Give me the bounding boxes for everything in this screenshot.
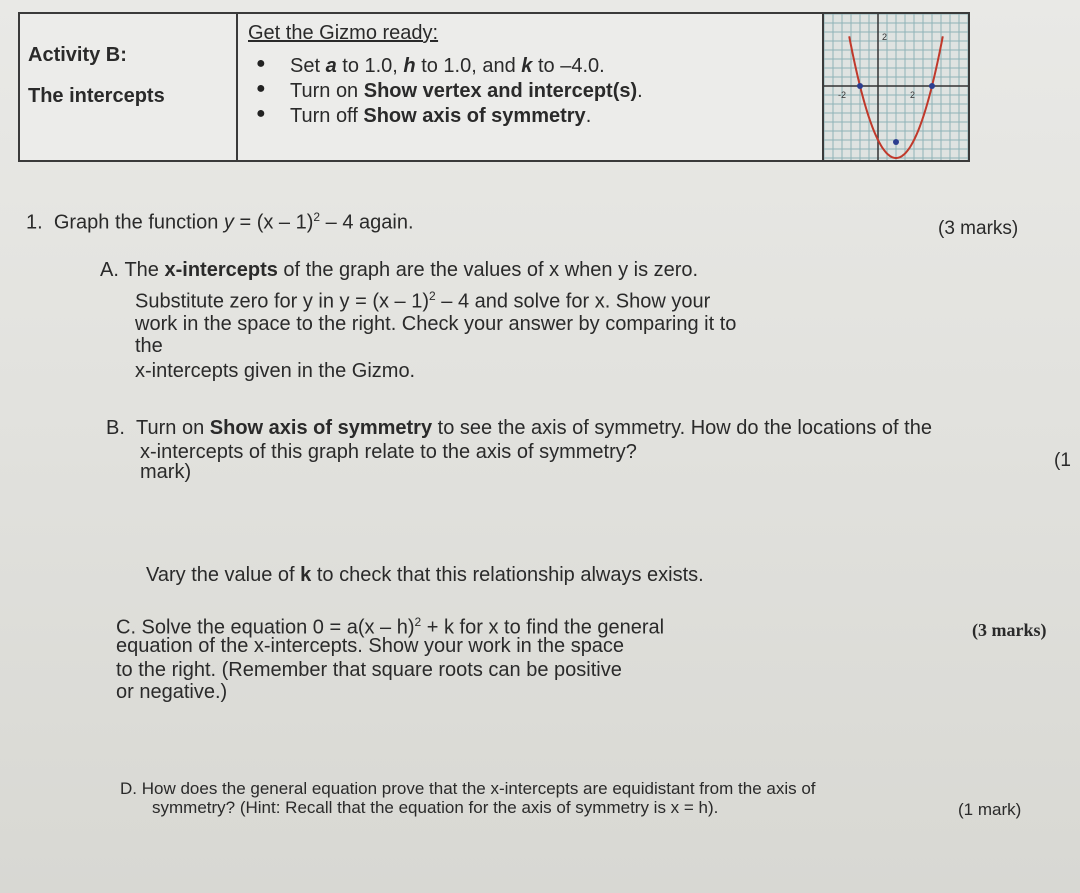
gizmo-graph-thumbnail	[824, 14, 968, 160]
question-1b-marks: (1	[1054, 450, 1071, 471]
gizmo-instructions-cell	[238, 14, 824, 160]
x-intercept-left-point	[857, 83, 863, 89]
instruction-hide-axis: ● Turn off Show axis of symmetry.	[290, 105, 822, 128]
gizmo-instruction-list	[248, 55, 822, 128]
question-1: 1. Graph the function y = (x – 1)$^2$ – 4 again.	[26, 210, 414, 234]
activity-subtitle: The intercepts	[28, 85, 165, 107]
activity-header-table	[18, 12, 970, 162]
question-1a-line-1: A. The x-intercepts of the graph are the values of x when y is zero.	[100, 259, 699, 281]
question-1a-line-3: work in the space to the right. Check your answer by comparing it to	[135, 313, 737, 335]
question-1c-line-3: to the right. (Remember that square roots can be positive	[116, 659, 622, 681]
gizmo-ready-heading: Get the Gizmo ready:	[248, 22, 439, 44]
tick-label-top: 2	[882, 32, 888, 42]
vary-k-instruction: Vary the value of k to check that this relationship always exists.	[146, 564, 704, 586]
question-1c-line-2: equation of the x-intercepts. Show your work in the space	[116, 635, 625, 657]
question-1b-line-1: B. Turn on Show axis of symmetry to see the axis of symmetry. How do the locations of the	[106, 417, 932, 439]
question-1b-line-3: mark)	[140, 461, 192, 483]
activity-title: Activity B:	[28, 44, 127, 66]
activity-title-cell	[20, 14, 238, 160]
tick-label-right: 2	[910, 90, 916, 100]
instruction-show-vertex: ● Turn on Show vertex and intercept(s).	[290, 80, 822, 103]
parabola-graph-image	[824, 14, 968, 160]
question-1c-line-4: or negative.)	[116, 681, 228, 703]
question-1c-line-1: C. Solve the equation 0 = a(x – h)$^2$ + k for x to find the general	[116, 615, 665, 639]
x-intercept-right-point	[929, 83, 935, 89]
tick-label-left: -2	[838, 90, 847, 100]
question-1c-marks: (3 marks)	[972, 620, 1047, 640]
question-1d-marks: (1 mark)	[958, 800, 1022, 819]
question-1a-line-5: x-intercepts given in the Gizmo.	[135, 360, 416, 382]
question-1-marks: (3 marks)	[938, 218, 1019, 239]
question-1d-line-1: D. How does the general equation prove that the x-intercepts are equidistant from the axis of	[120, 779, 816, 798]
question-1a-line-2: Substitute zero for y in y = (x – 1)$^2$ – 4 and solve for x. Show your	[135, 289, 711, 313]
question-1d-line-2: symmetry? (Hint: Recall that the equation for the axis of symmetry is x = h).	[152, 798, 719, 817]
question-1a-line-4: the	[135, 335, 163, 357]
vertex-point	[893, 139, 899, 145]
instruction-set-values: ● Set a to 1.0, h to 1.0, and k to –4.0.	[290, 55, 822, 78]
question-1b-line-2: x-intercepts of this graph relate to the axis of symmetry?	[140, 441, 637, 463]
